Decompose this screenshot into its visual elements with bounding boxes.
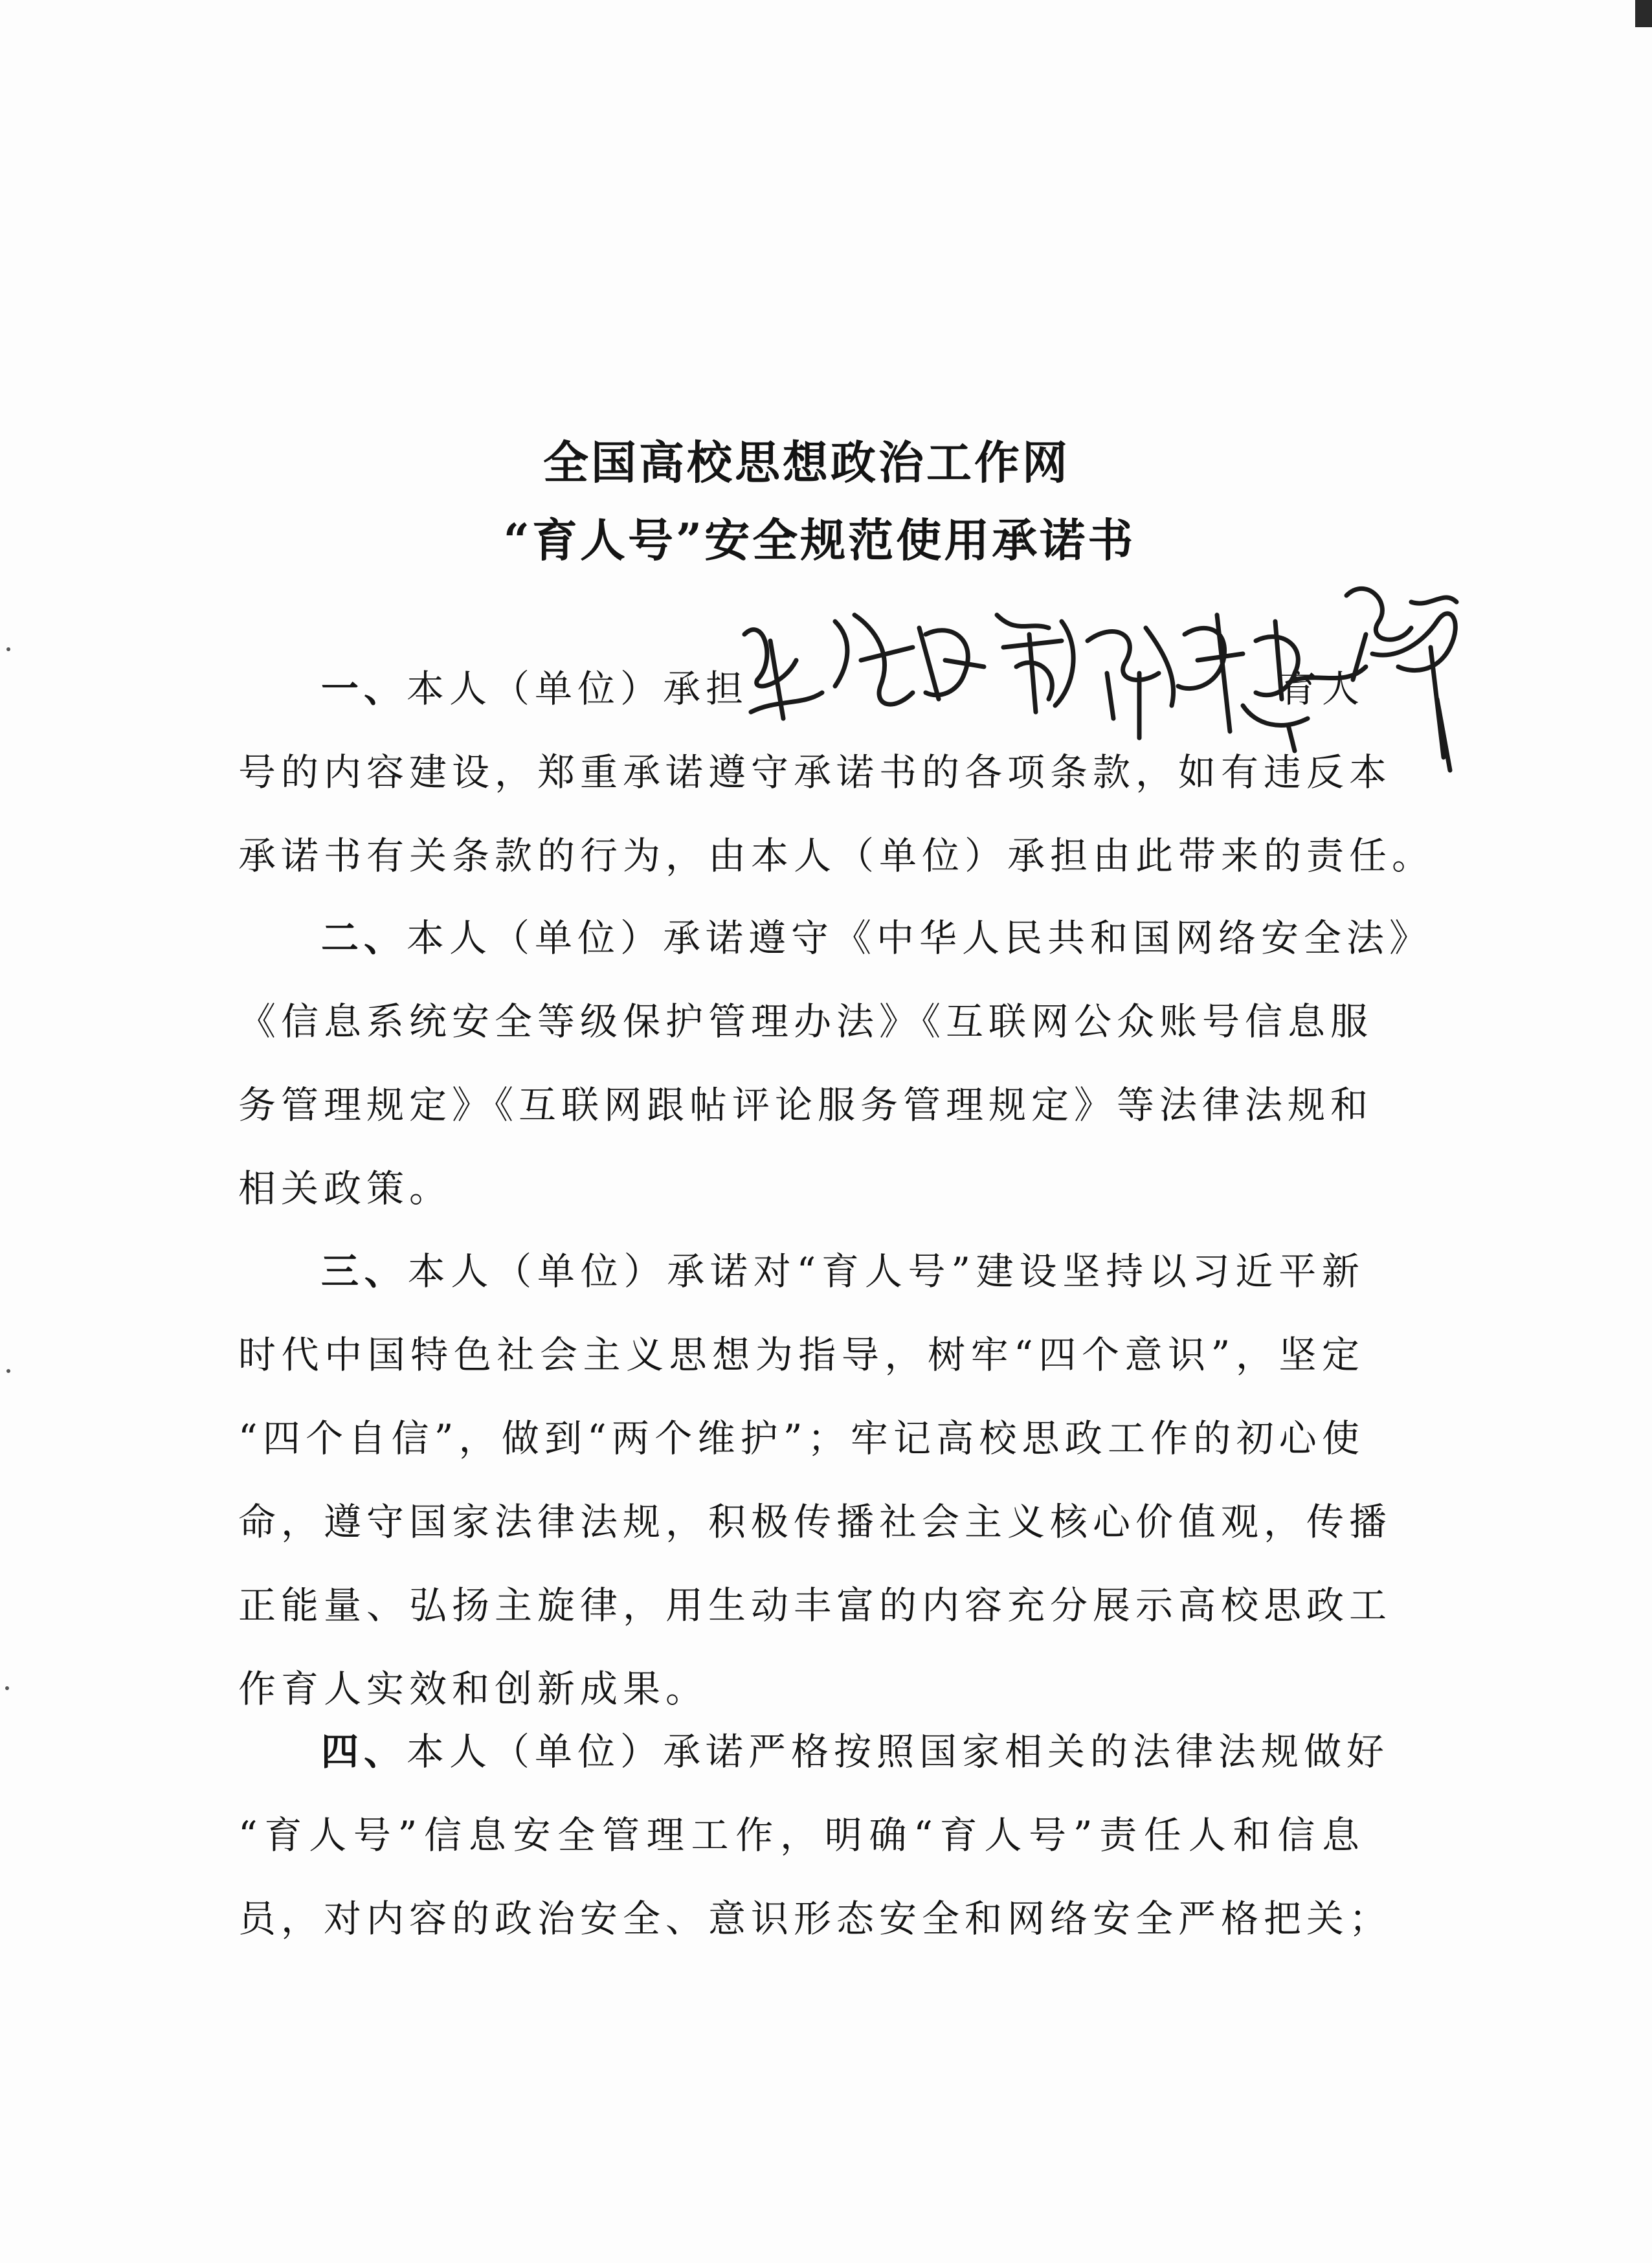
handwritten-signature [725,563,1476,796]
paragraph-3 [238,1230,1392,1731]
document-title-line2: “育人号”安全规范使用承诺书 [503,513,1136,567]
paragraph-4 [238,1710,1392,1961]
paragraph-text: 育人 [1278,667,1365,711]
paragraph-text: 本人（单位）承诺对“育人号”建设坚持以习近平新 [407,1249,1365,1293]
paragraph-lead: 一、 [321,667,407,711]
paragraph-line: 承诺书有关条款的行为，由本人（单位）承担由此带来的责任。 [238,834,1435,878]
scan-speck [6,647,10,651]
paragraph-text: 本人（单位）承诺遵守《中华人民共和国网络安全法》 [407,916,1433,960]
paragraph-line [238,1710,1390,1794]
paragraph-lead: 二、 [321,916,407,960]
paragraph-line: 务管理规定》《互联网跟帖评论服务管理规定》等法律法规和 [238,1083,1374,1127]
paragraph-lead: 三、 [321,1249,408,1293]
paragraph-line: 员，对内容的政治安全、意识形态安全和网络安全严格把关； [238,1897,1392,1941]
paragraph-line: 命，遵守国家法律法规，积极传播社会主义核心价值观，传播 [238,1500,1392,1544]
paragraph-line: 正能量、弘扬主旋律，用生动丰富的内容充分展示高校思政工 [238,1583,1392,1627]
scan-speck [6,1369,10,1373]
paragraph-line: “育人号”信息安全管理工作，明确“育人号”责任人和信息 [238,1813,1365,1857]
paragraph-text: 本人（单位）承诺严格按照国家相关的法律法规做好 [407,1730,1390,1774]
paragraph-line: 号的内容建设，郑重承诺遵守承诺书的各项条款，如有违反本 [238,750,1392,794]
paragraph-line [238,897,1433,980]
paragraph-2 [238,897,1433,1231]
paragraph-line: “四个自信”，做到“两个维护”；牢记高校思政工作的初心使 [238,1416,1365,1460]
paragraph-lead: 四、 [321,1730,407,1774]
paragraph-line: 时代中国特色社会主义思想为指导，树牢“四个意识”，坚定 [238,1333,1365,1377]
scan-speck [5,1686,9,1690]
document-title-line1: 全国高校思想政治工作网 [543,436,1070,489]
paragraph-text: 本人（单位）承担 [407,667,749,711]
scan-edge-mark [1635,0,1652,27]
paragraph-line [238,1230,1365,1313]
paragraph-line: 作育人实效和创新成果。 [238,1667,709,1711]
paragraph-line: 《信息系统安全等级保护管理办法》《互联网公众账号信息服 [238,999,1374,1043]
paragraph-line: 相关政策。 [238,1166,452,1210]
